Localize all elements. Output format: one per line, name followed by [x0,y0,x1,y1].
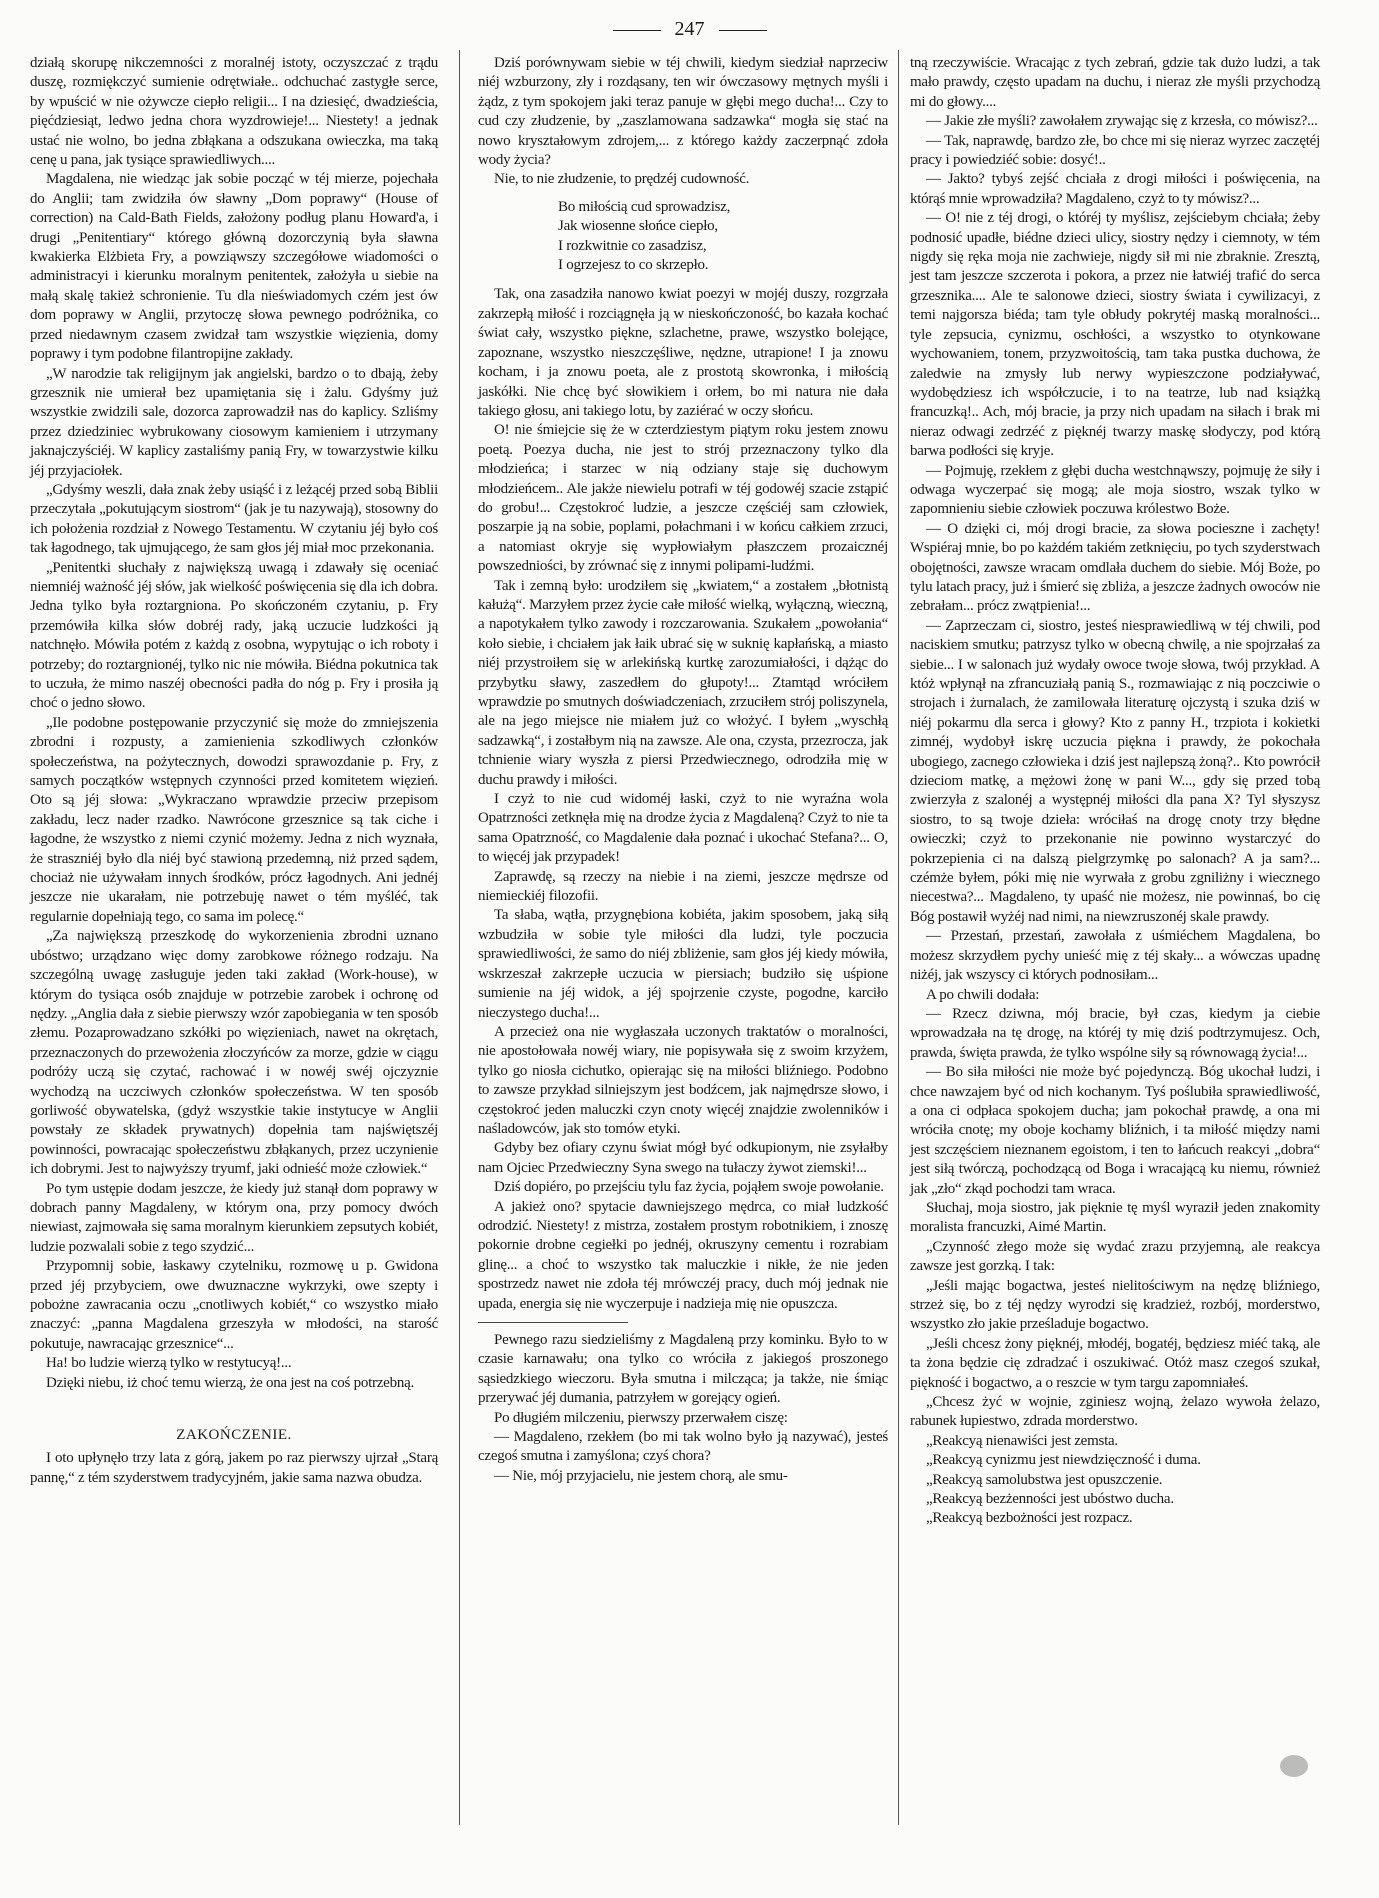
text-column-2 [478,54,888,1486]
paragraph: O! nie śmiejcie się że w czterdziestym piątym roku jestem znowu poetą. Poezya ducha, nie jest to strój przeznaczony tylko dla młodzieńca; i starzec w nią odziany staje się duchowym młodzieńcem.. Ale jakże niewielu potrafi w téj godowéj szacie zstąpić do grobu!... Częstokroć ludzie, a jeszcze częściéj sam człowiek, poszarpie ją na sobie, poplami, połachmani i w końcu całkiem zrzuci, a natomiast okryje się wypłowiałym płaszczem prozaicznéj powszedniości, by zrównać się z innymi polipami-ludźmi. [478,422,888,575]
header-rule-right [719,30,767,31]
paragraph: Ha! bo ludzie wierzą tylko w restytucyą!... [46,1355,292,1372]
paragraph: działą skorupę nikczemności z moralnéj istoty, oczyszczać z trądu duszę, rozmiękczyć sumienie odrętwiałe.. odchuchać zastygłe serce, by wpuścić w nie ożywcze ciepło religii... I na dziesięć, dwadzieścia, pięćdziesiąt, ledwo jedna chora wyzdrowieje!... Niestety! a jednak ustać nie wolno, bo jedna zbłąkana a odszukana owieczka, ma taką cenę u pana, jak tysiące sprawiedliwych.... [30,55,438,169]
paragraph: Słuchaj, moja siostro, jak pięknie tę myśl wyraził jeden znakomity moralista francuzki, Aimé Martin. [910,1199,1320,1236]
section-heading: ZAKOŃCZENIE. [176,1427,292,1444]
paragraph: Pewnego razu siedzieliśmy z Magdaleną przy kominku. Było to w czasie karnawału; ona tylko co wróciła z jakiegoś proszonego sąsiedzkiego wieczoru. Była smutna i milcząca; ja także, nie śmiąc przerywać jéj dumania, patrzyłem w gorejący ogień. [478,1332,888,1407]
paragraph: — Magdaleno, rzekłem (bo mi tak wolno było ją nazywać), jesteś czegoś smutna i zamyślona; czyś chora? [478,1429,888,1465]
paragraph: „Reakcyą nienawiści jest zemsta. [926,1432,1118,1449]
text-column-1 [30,54,438,1488]
paragraph: Nie, to nie złudzenie, to prędzéj cudowność. [494,171,750,188]
paragraph: „Penitentki słuchały z największą uwagą i zdawały się oceniać niemniéj ważność jéj słów, jak wielkość poświęcenia się dla ich dobra. Jedna tylko była roztargniona. Po skończoném czytaniu, p. Fry przemówiła kilka słów dobréj rady, jaką uczucie ludzkości ją natchnęło. Mówiła potém z każdą z osobna, wypytując o ich roboty i potrzeby; do roztargnionéj, tylko nic nie mówiła. Biédna pokutnica tak to uczuła, że mimo naszéj obecności padła do nóg p. Fry i prosiła ją choć o jedno słowo. [30,559,438,712]
paragraph: — Nie, mój przyjacielu, nie jestem chorą, ale smu- [494,1467,788,1484]
column-divider [459,50,460,1825]
paragraph: Po tym ustępie dodam jeszcze, że kiedy już stanął dom poprawy w dobrach panny Magdaleny, w którym ona, przy pomocy dwóch niewiast, zajmowała się sama moralnym kierunkiem zepsutych kobiét, ludzie pozwalali sobie z tego szydzić... [30,1180,438,1255]
paragraph: „Chcesz żyć w wojnie, zginiesz wojną, żelazo wywoła żelazo, rabunek łupiestwo, zdrada morderstwo. [910,1394,1320,1430]
paragraph: Ta słaba, wątła, przygnębiona kobiéta, jakim sposobem, jaką siłą wzbudziła w sobie tyle miłości dla ludzi, tyle poczucia sprawiedliwości, że samo do niéj zbliżenie, sam głos jéj kiedy mówiła, wskrzeszał zakrzepłe uczucia w piersiach; budziło się uśpione sumienie na jéj widok, a jéj spojrzenie czyste, pogodne, karciło nieczystego ducha!... [478,907,888,1021]
paragraph: Magdalena, nie wiedząc jak sobie począć w téj mierze, pojechała do Anglii; tam zwidziła ów sławny „Dom poprawy“ (House of correction) na Cald-Bath Fields, założony podług planu Howard'a, i drugi „Penitentiary“ którego główną dozorczynią była sławna kwakierka Elżbieta Fry, a powziąwszy szczegółowe wiadomości o administracyi i kierunku moralnym penitentek, założyła u siebie na małą skalę takież schronienie. Tu dla nieświadomych czém jest ów dom poprawy w Anglii, przytoczę słowa pewnego podróżnika, co przed niedawnym czasem zwidzał tam wszystkie więzienia, domy poprawy i tym podobne filantropijne zakłady. [30,171,438,363]
paragraph: — Bo siła miłości nie może być pojedynczą. Bóg ukochał ludzi, i chce nawzajem być od nich kochanym. Tyś poślubiła sprawiedliwość, a ona ci odpłaca spokojem ducha; jam pokochał prawdę, a ona mi wróciła cnotę; my oboje kochamy bliźnich, i ta miłość między nami jest szczęściem nieznanem egoistom, i ten to łańcuch reakcyi „dobra“ jest siłą twórczą, pochodzącą od Boga i wracającą ku niemu, również jak „zło“ zkąd pochodzi tam wraca. [910,1064,1320,1197]
paragraph: „Ile podobne postępowanie przyczynić się może do zmniejszenia zbrodni i rozpusty, a zamienienia szkodliwych członków społeczeństwa, na pożytecznych, dowodzi sprawozdanie p. Fry, z samych początków wstępnych czynności przed komitetem więzień. Oto są jéj słowa: „Wykraczano wprawdzie przeciw przepisom zakładu, lecz nader rzadko. Nawrócone grzesznice są tak ciche i łagodne, że wszystko z niemi czynić możemy. Jedna z nich wyznała, że straszniéj było dla niéj być stawioną przedemną, niż przed sądem, chociaż nie używałam innych środków, prócz łagodnych. Ani jednéj jeszcze nie ukarałam, nie potrzebuję nawet o tém myśléć, tak regularnie dopełniają tego, co sama im polecę.“ [30,714,438,925]
paragraph: — Rzecz dziwna, mój bracie, był czas, kiedym ja ciebie wprowadzała na tę drogę, na któréj ty mię dziś podtrzymujesz. Och, prawda, święta prawda, że tylko wspólne siły są równowagą życia!... [910,1005,1320,1061]
paragraph: A jakież ono? spytacie dawniejszego mędrca, co miał ludzkość odrodzić. Niestety! z mistrza, zostałem prostym robotnikiem, i znoszę pokornie drobne cegiełki po jednéj, okruszyny cementu i rozrabiam glinę... a choć to wszystko tak maluczkie i nikłe, że nie jeden spostrzedz nawet nie zdoła téj mrówczéj pracy, duch mój jednak nie upada, energia się nie wyczerpuje i nadzieja mię nie opuszcza. [478,1198,888,1312]
paragraph: „Reakcyą samolubstwa jest opuszczenie. [926,1471,1163,1488]
paragraph: — Jakie złe myśli? zawołałem zrywając się z krzesła, co mówisz?... [926,113,1318,130]
paragraph: Dzięki niebu, iż choć temu wierzą, że ona jest na coś potrzebną. [46,1374,415,1391]
paragraph: Dziś porównywam siebie w téj chwili, kiedym siedział naprzeciw niéj wzburzony, zły i rozdąsany, ten wir ówczasowy mętnych myśli i żądz, z tym spokojem jaki teraz panuje w głębi mego ducha!... Czy to cud czy złudzenie, by „zaszlamowana sadzawka“ mogła się stać na nowo kryształowym zdrojem,... z którego każdy zaczerpnąć zdoła wody życia? [478,55,888,169]
paragraph: — Pojmuję, rzekłem z głębi ducha westchnąwszy, pojmuję że siły i odwaga wyczerpać się mogą; ale moja siostro, wszak tylko w zapomnieniu siebie człowiek poczuwa królestwo Boże. [910,462,1320,518]
verse-line: Bo miłością cud sprowadzisz, [558,198,731,215]
paragraph: „Reakcyą cynizmu jest niewdzięczność i duma. [926,1452,1201,1469]
paragraph: „Za największą przeszkodę do wykorzenienia zbrodni uznano ubóstwo; urządzano więc domy zarobkowe różnego rodzaju. Na szczególną uwagę zasługuje jeden taki zakład (Work-house), w którym do tysiąca osób znajduje w potrzebie zarobek i ochronę od nędzy. „Anglia dała z siebie pierwszy wzór zapobiegania w ten sposób złemu. Pozaprowadzano szkółki po więzieniach, nawet na okrętach, przeznaczonych do przewożenia złoczyńców za morze, gdzie w ciągu podróży uczą się czytać, rachować i w nowéj swéj ojczyznie wychodzą na uczciwych członków społeczeństwa. W ten sposób gorliwość obywatelska, (gdyż wszystkie takie instytucye w Anglii powstały ze składek prywatnych) dopełnia tam najświętszéj powinności, powracając społeczeństwu zbłąkanych, przez uczynienie ich dobrymi. Jest to najwyższy tryumf, jaki odnieść może człowiek.“ [30,928,438,1178]
paragraph: „Reakcyą bezżenności jest ubóstwo ducha. [926,1491,1174,1508]
paragraph: Zaprawdę, są rzeczy na niebie i na ziemi, jeszcze mędrsze od niemieckiéj filozofii. [478,868,888,905]
paragraph: A po chwili dodała: [926,986,1040,1003]
paragraph: — O dzięki ci, mój drogi bracie, za słowa pocieszne i zachęty! Wspiéraj mnie, bo po każdém takiém zetknięciu, po tych szyderstwach obojętności, zawsze wracam omdlała duchem do siebie. Mój Boże, po tylu latach pracy, już i śmierć się zbliża, a jeszcze żadnych owoców nie zebrałam... prócz zwątpienia!... [910,520,1320,615]
library-stamp [1280,1755,1308,1777]
section-divider [478,1322,628,1323]
paragraph: I czyż to nie cud widoméj łaski, czyż to nie wyraźna wola Opatrzności zetknęła mię na drodze życia z Magdaleną? Czyż to nie ta sama Opatrzność, co Magdalenie dała poznać i ukochać Stefana?... O, to więcéj jak przypadek! [478,791,888,866]
paragraph: I oto upłynęło trzy lata z górą, jakem po raz pierwszy ujrzał „Starą pannę,“ z tém szyderstwem tradycyjném, jakie sama nazwa obudza. [30,1450,438,1486]
header-rule-left [613,30,661,31]
paragraph: — Tak, naprawdę, bardzo złe, bo chce mi się nieraz wyrzec zaczętéj pracy i powiedziéć sobie: dosyć!.. [910,132,1320,169]
column-divider [898,50,899,1825]
paragraph: „W narodzie tak religijnym jak angielski, bardzo o to dbają, żeby grzesznik nie umierał bez upamiętania się i żalu. Gdyśmy już wszystkie zwidzili sale, dozorca zaprowadził nas do kaplicy. Szliśmy przez dziedziniec wybrukowany ciosowym kamieniem i utrzymany jaknajczyściéj. W kaplicy zastaliśmy panią Fry, w towarzystwie kilku jéj przyjaciołek. [30,365,438,479]
paragraph: A przecież ona nie wygłaszała uczonych traktatów o moralności, nie apostołowała nowéj wiary, nie popisywała się z swoim krzyżem, tylko go niosła cichutko, opierając się na miłości bliźniego. Podobno to zawsze przykład silniejszym jest bodźcem, jak najmędrsze słowo, i częstokroć jeden maluczki czyn cnoty więcéj znajdzie zwolenników i naśladowców, jak sto tomów etyki. [478,1023,888,1137]
paragraph: „Reakcyą bezbożności jest rozpacz. [926,1510,1133,1527]
paragraph: — Przestań, przestań, zawołała z uśmiéchem Magdalena, bo możesz skrzydłem pychy unieść mię z téj skały... a wówczas upadnę niżéj, jak wszyscy ci których podnosiłam... [910,928,1320,984]
paragraph: — Zaprzeczam ci, siostro, jesteś niesprawiedliwą w téj chwili, pod naciskiem smutku; patrzysz tylko w obecną chwilę, a nie spojrzałaś za siebie... I w salonach już wydały owoce twoje słowa, twój przykład. A któż wpłynął na zfrancuziałą panią S., rozmawiając z nią poczciwie o strojach i żurnalach, że zamilowała literaturę ojczystą i szuka dziś w niéj pokarmu dla serca i głowy? Kto z panny H., trzpiota i kokietki zimnéj, wydobył iskrę uczucia piękna i prawdy, że pokochała ubogiego, zacnego człowieka i dziś jest najlepszą żoną?.. Kto powrócił dzieciom matkę, a mężowi żonę w pani W..., gdy się przed tobą zwierzyła z szalonéj a występnéj miłości dla pana X? Tyl słyszysz siostro, to są twoje dzieła: wróciłaś na drogę cnoty trzy błędne owieczki; czyż to przekonanie nie powinno wystarczyć do pokrzepienia ci na dalszą pielgrzymkę po salonach? A ja sam?... czémże byłem, póki mię nie wyrwała z grobu zgniliżny i wiecznego niecestwa?... Magdaleno, ty upaść nie możesz, nie powinnaś, bo cię Bóg postawił wyżéj nad nimi, na niewzruszonéj skale prawdy. [910,617,1320,925]
paragraph: Tak, ona zasadziła nanowo kwiat poezyi w mojéj duszy, rozgrzała zakrzepłą miłość i rozciągnęła ją w nieskończoność, bo kazała kochać świat cały, wszystko piękne, szlachetne, prawe, wszystko bolejące, zapoznane, wszystko nieszczęśliwe, nędzne, utrapione! I ja znowu kocham, i ja znowu poeta, ale z prostotą skowronka, i miłością jaskółki. Nie chcę być słowikiem i orłem, bo mi natura nie dała takiego głosu, ani takiego lotu, by zaziérać w oczy słońcu. [478,286,888,419]
paragraph: Przypomnij sobie, łaskawy czytelniku, rozmowę u p. Gwidona przed jéj przybyciem, owe dwuznaczne wykrzyki, owe szepty i pobożne zawracania oczu „cnotliwych kobiét,“ co wszystko miało znaczyć: „panna Magdalena grzeszyła w młodości, na starość pokutuje, nawracając grzesznice“... [30,1258,438,1352]
paragraph: Dziś dopiéro, po przejściu tylu faz życia, pojąłem swoje powołanie. [494,1179,884,1196]
verse-line: Jak wiosenne słońce ciepło, [558,218,718,235]
verse-line: I rozkwitnie co zasadzisz, [558,237,707,254]
paragraph: „Gdyśmy weszli, dała znak żeby usiąść i z leżącéj przed sobą Biblii przeczytała „pokutującym siostrom“ (jak je tu nazywają), stosowny do ich położenia rozdział z Nowego Testamentu. W czytaniu jéj było coś tak łagodnego, tak ujmującego, że sam głos jéj miał moc przekonania. [30,481,438,557]
paragraph: tną rzeczywiście. Wracając z tych zebrań, gdzie tak dużo ludzi, a tak mało prawdy, często upadam na duchu, i nieraz złe myśli przychodzą mi do głowy.... [910,55,1320,110]
paragraph: — O! nie z téj drogi, o któréj ty myślisz, zejściebym chciała; żeby podnosić upadłe, biédne dzieci ulicy, siostry nędzy i ciemnoty, w tém nigdy się ręka moja nie zachwieje, nigdy sił mi nie zbraknie. Zresztą, jest tam jeszcze szczerota i pokora, a przez nie łatwiéj trafić do serca grzesznika.... Ale te salonowe dzieci, siostry świata i cywilizacyi, z temi najgorsza biéda; tam tyle obłudy pokrytéj maską moralności... tyle zepsucia, cynizmu, oschłości, a wszystko to otynkowane wychowaniem, tonem, przyzwoitością, tam taka pustka duchowa, że zaledwie na zmysły lub nerwy wypieszczone podziaływać, wydobędziesz ich współczucie, i to na teatrze, lub nad książką francuzką!.. Ach, mój bracie, ja przy nich upadam na siłach i brak mi nieraz odwagi zedrzéć z pięknéj twarzy maskę słodyczy, pod którą barwa podłości się kryje. [910,210,1320,460]
verse-line: I ogrzejesz to co skrzepło. [558,257,709,274]
page-header [0,18,1379,41]
paragraph: „Jeśli mając bogactwa, jesteś nielitościwym na nędzę bliźniego, strzeż się, bo z téj nędzy wyrodzi się kradzież, rozbój, morderstwo, wszystko zło jakie prześladuje bogactwo. [910,1277,1320,1333]
paragraph: „Jeśli chcesz żony pięknéj, młodéj, bogatéj, będziesz miéć taką, ale ta żona będzie cię zdradzać i oszukiwać. Otóż masz czegoś szukał, piękność i bogactwo, a o reszcie w tym targu zapomniałeś. [910,1335,1320,1391]
text-column-3 [910,54,1320,1529]
paragraph: — Jakto? tybyś zejść chciała z drogi miłości i poświęcenia, na którąś mnie wprowadziła? Magdaleno, czyż to ty mówisz?... [910,171,1320,207]
paragraph: „Czynność złego może się wydać zrazu przyjemną, ale reakcya zawsze jest gorzką. I tak: [910,1238,1320,1275]
page-number: 247 [674,18,705,40]
blank-line [30,1393,438,1412]
paragraph: Gdyby bez ofiary czynu świat mógł być odkupionym, nie zsyłałby nam Ojciec Przedwieczny Syna swego na tułaczy żywot ziemski!... [478,1140,888,1176]
paragraph: Tak i zemną było: urodziłem się „kwiatem,“ a zostałem „błotnistą kałużą“. Marzyłem przez życie całe miłość wielką, wyłączną, wieczną, a napotykałem tylko zawody i rozczarowania. Szukałem „powołania“ koło siebie, i chciałem jak łaik ubrać się w suknię kapłańską, a miasto niéj przystroiłem się w arlekińską kurtkę zarozumiałości, i dążąc do przybytku sławy, zaszedłem do głupoty!... Ztamtąd wróciłem wprawdzie po smutnych doświadczeniach, zrzuciłem strój poliszynela, ale na jego miejsce nie miałem już co włożyć. I byłem „wyschłą sadzawką“, i zostałbym nią na zawsze. Ale ona, czysta, przezrocza, jak tchnienie wiary wyszła z piersi Przedwiecznego, odrodziła mię w duchu prawdy i miłości. [478,577,888,788]
paragraph: Po długiém milczeniu, pierwszy przerwałem ciszę: [494,1409,788,1426]
